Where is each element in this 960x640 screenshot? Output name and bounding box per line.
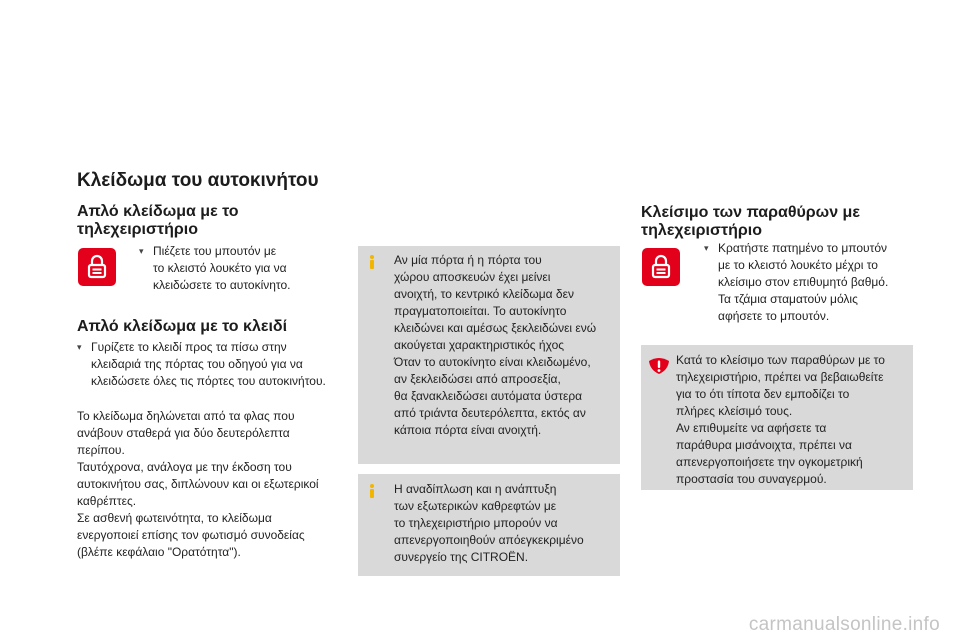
section-heading-key-lock: Απλό κλείδωμα με το κλειδί bbox=[77, 318, 288, 335]
bullet-arrow-icon: ▾ bbox=[139, 246, 144, 256]
lock-icon bbox=[78, 248, 116, 286]
section-heading-remote-lock: Απλό κλείδωμα με το τηλεχειριστήριο bbox=[77, 203, 239, 238]
lock-description-paragraph: Το κλείδωμα δηλώνεται από τα φλας που ανάβουν σταθερά για δύο δευτερόλεπτα περίπου. Ταυτόχρονα, ανάλογα με την έκδοση του αυτοκινήτου σας, διπλώνουν και οι εξωτερικοί καθρέπτες. Σε ασθενή φωτεινότητα, το κλείδωμα ενεργοποιεί επίσης τον φωτισμό συνοδείας (βλέπε κεφάλαιο "Ορατότητα"). bbox=[77, 409, 319, 559]
warning-icon bbox=[648, 357, 670, 380]
info-icon bbox=[364, 483, 380, 499]
key-lock-bullet: ▾ Γυρίζετε το κλειδί προς τα πίσω στην κλειδαριά της πόρτας του οδηγού για να κλειδώσετε όλες τις πόρτες του αυτοκινήτου. bbox=[77, 340, 326, 388]
warning-box-window-close: Κατά το κλείσιμο των παραθύρων με το τηλεχειριστήριο, πρέπει να βεβαιωθείτε για το ότι τίποτα δεν εμποδίζει το πλήρες κλείσιμό τους. Αν επιθυμείτε να αφήσετε τα παράθυρα μισάνοιχτα, πρέπει να απενεργοποιήσετε την ογκομετρική προστασία του συναγερμού. bbox=[641, 345, 913, 490]
info-box-mirrors: Η αναδίπλωση και η ανάπτυξη των εξωτερικών καθρεφτών με το τηλεχειριστήριο μπορούν να απενεργοποιηθούν απόεγκεκριμένο συνεργείο της CITROËN. bbox=[358, 474, 620, 576]
info-icon bbox=[364, 254, 380, 270]
remote-lock-bullet: ▾ Πιέζετε του μπουτόν με το κλειστό λουκέτο για να κλειδώσετε το αυτοκίνητο. bbox=[139, 244, 291, 292]
bullet-arrow-icon: ▾ bbox=[704, 243, 709, 253]
info-box-door-open: Αν μία πόρτα ή η πόρτα του χώρου αποσκευών έχει μείνει ανοιχτή, το κεντρικό κλείδωμα δεν πραγματοποιείται. Το αυτοκίνητο κλειδώνει και αμέσως ξεκλειδώνει ενώ ακούγεται χαρακτηριστικός ήχος Όταν το αυτοκίνητο είναι κλειδωμένο, αν ξεκλειδώσει από απροσεξία, θα ξανακλειδώσει αυτόματα ύστερα από τριάντα δευτερόλεπτα, εκτός αν κάποια πόρτα είναι ανοιχτή. bbox=[358, 246, 620, 464]
bullet-arrow-icon: ▾ bbox=[77, 342, 82, 352]
section-heading-window-close: Κλείσιμο των παραθύρων με τηλεχειριστήριο bbox=[641, 204, 860, 239]
lock-icon bbox=[642, 248, 680, 286]
page-title: Κλείδωμα του αυτοκινήτου bbox=[77, 170, 319, 191]
watermark-text: carmanualsonline.info bbox=[748, 614, 940, 635]
window-close-bullet: ▾ Κρατήστε πατημένο το μπουτόν με το κλειστό λουκέτο μέχρι το κλείσιμο στον επιθυμητό βαθμό. Τα τζάμια σταματούν μόλις αφήσετε το μπουτόν. bbox=[704, 241, 889, 323]
